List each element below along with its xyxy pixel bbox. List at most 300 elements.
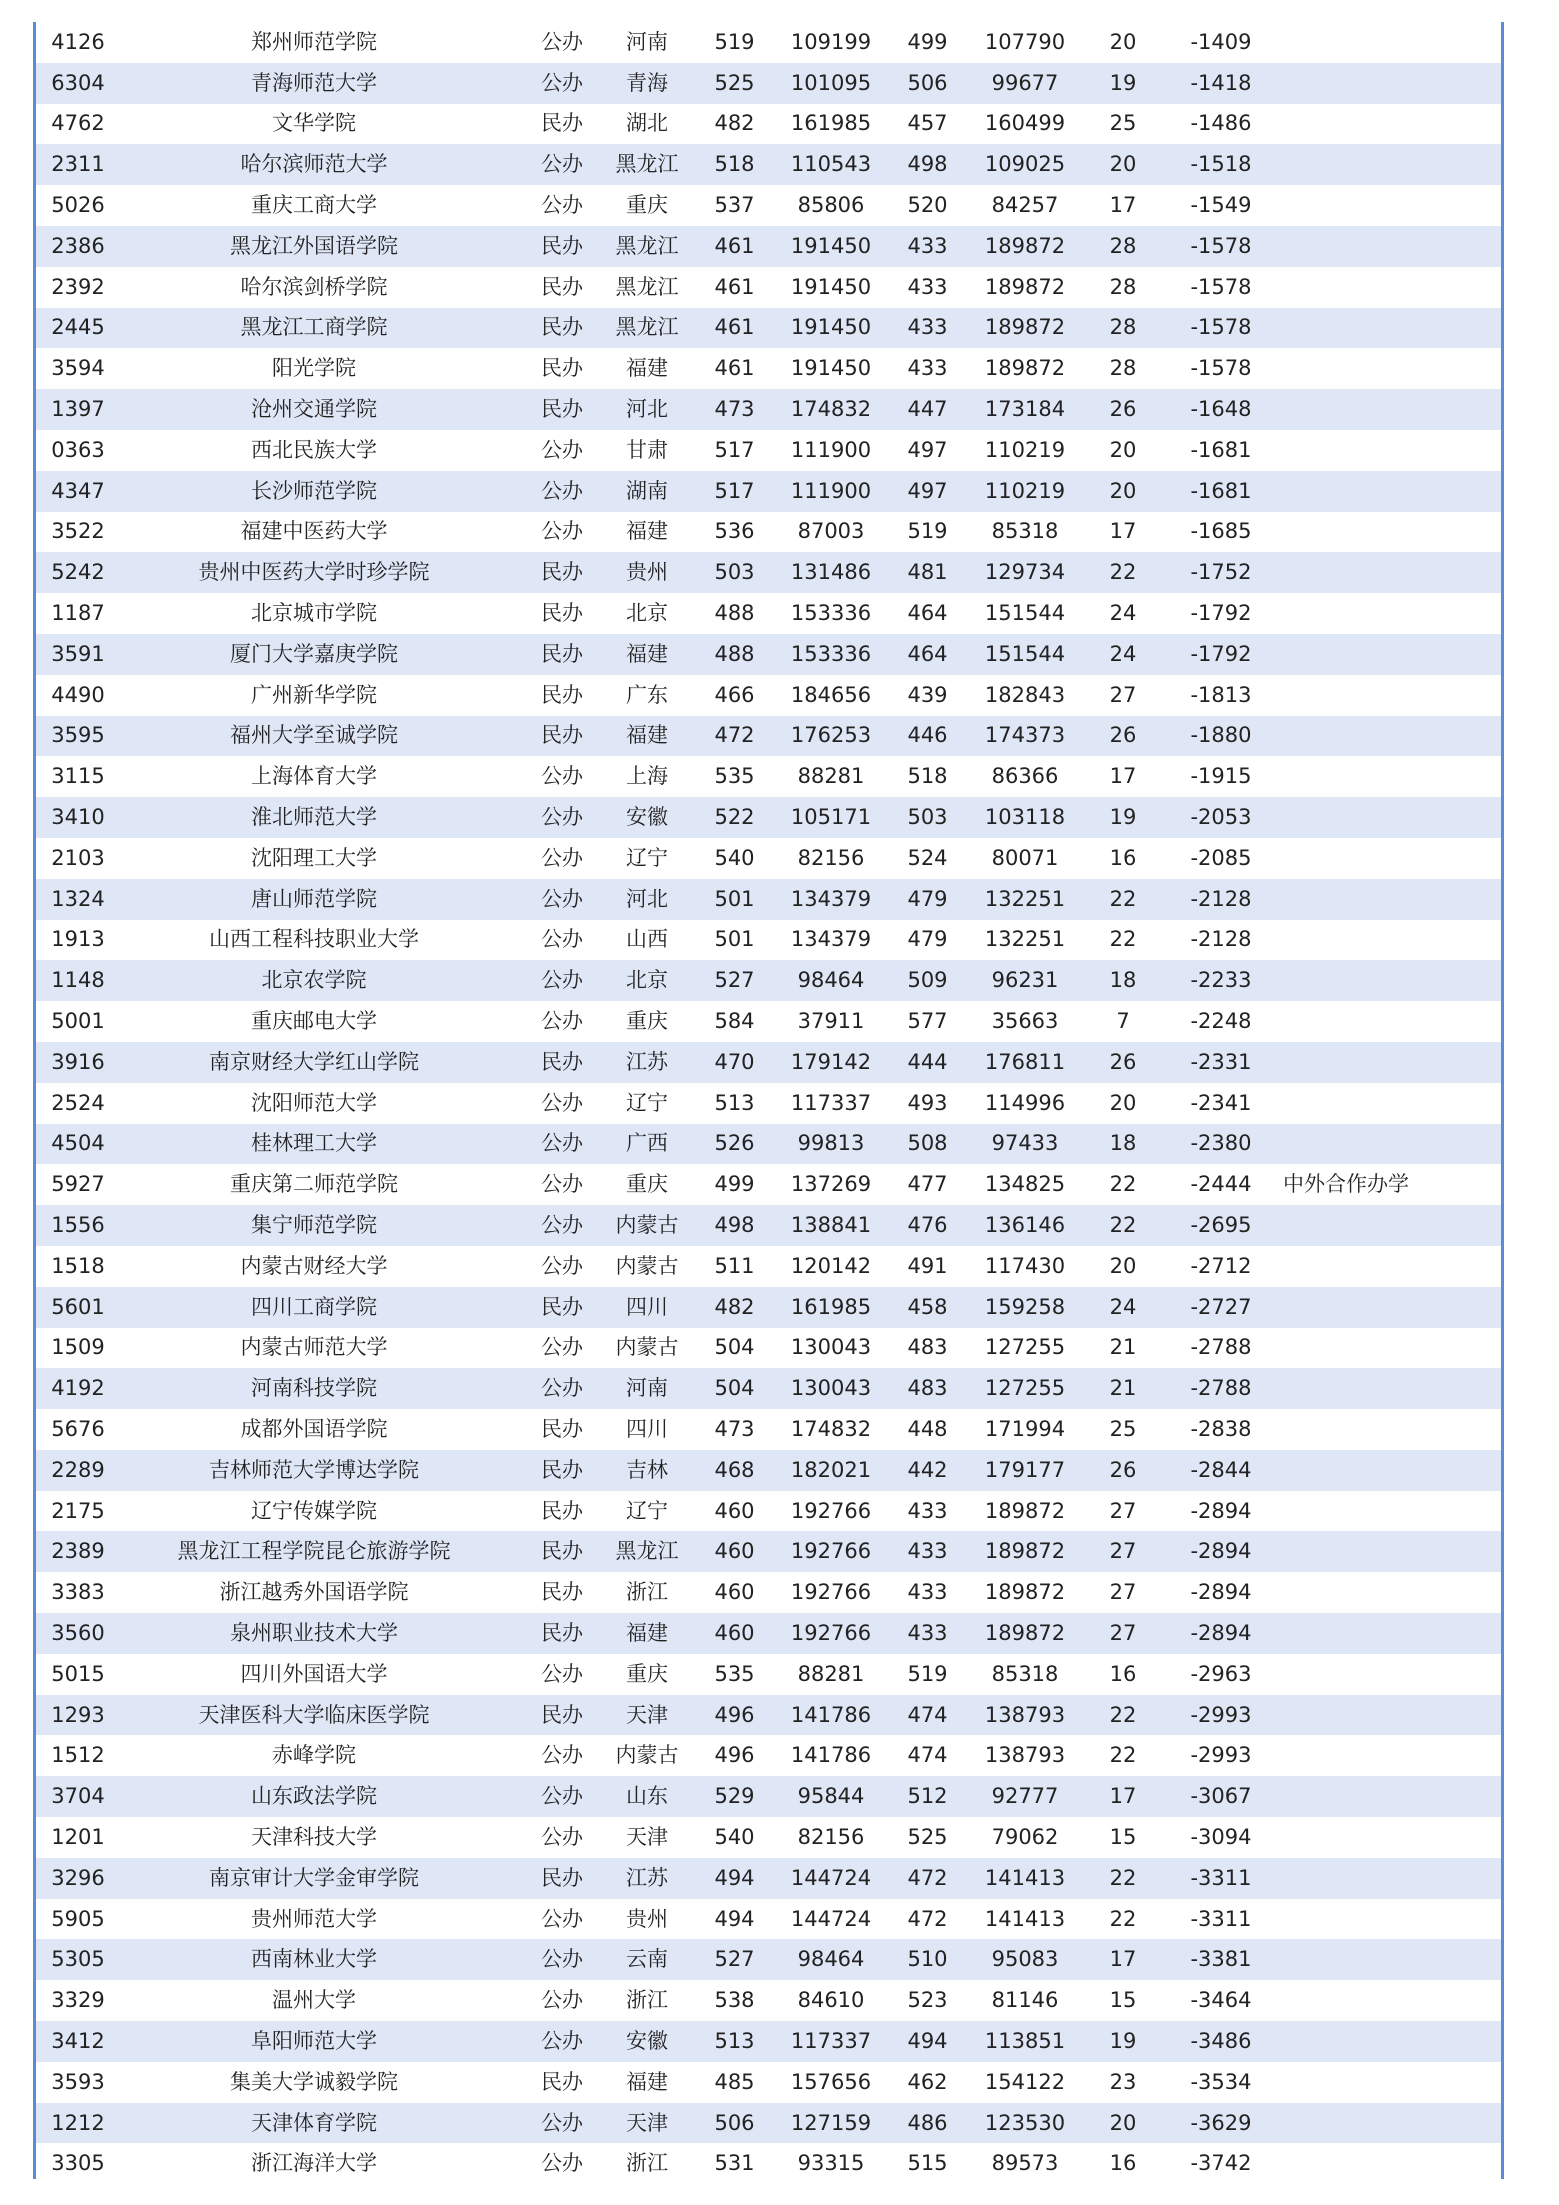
cell-rank-b: 103118 (970, 797, 1080, 838)
cell-score-b: 519 (885, 512, 970, 553)
cell-score-a: 472 (692, 716, 777, 757)
cell-school-name: 淮北师范大学 (106, 797, 522, 838)
cell-score-a: 494 (692, 1858, 777, 1899)
cell-note (1276, 471, 1501, 512)
cell-score-diff: 20 (1080, 471, 1166, 512)
cell-score-b: 483 (885, 1368, 970, 1409)
cell-score-diff: 20 (1080, 1083, 1166, 1124)
cell-score-b: 474 (885, 1735, 970, 1776)
cell-note (1276, 104, 1501, 145)
cell-school-type: 公办 (522, 1328, 602, 1369)
cell-rank-a: 141786 (777, 1735, 885, 1776)
cell-school-type: 公办 (522, 960, 602, 1001)
cell-rank-diff: -1681 (1166, 430, 1276, 471)
cell-school-type: 民办 (522, 308, 602, 349)
cell-province: 四川 (602, 1287, 692, 1328)
cell-school-code: 2386 (36, 226, 106, 267)
table-row (36, 838, 1501, 879)
cell-rank-diff: -2128 (1166, 920, 1276, 961)
cell-score-diff: 22 (1080, 920, 1166, 961)
cell-rank-b: 113851 (970, 2021, 1080, 2062)
cell-rank-b: 189872 (970, 348, 1080, 389)
cell-score-b: 494 (885, 2021, 970, 2062)
cell-rank-diff: -2331 (1166, 1042, 1276, 1083)
cell-score-b: 577 (885, 1001, 970, 1042)
table-row (36, 634, 1501, 675)
cell-province: 黑龙江 (602, 267, 692, 308)
table-row (36, 1572, 1501, 1613)
cell-rank-diff: -2844 (1166, 1450, 1276, 1491)
cell-rank-diff: -1486 (1166, 104, 1276, 145)
cell-rank-a: 192766 (777, 1572, 885, 1613)
cell-school-name: 福建中医药大学 (106, 512, 522, 553)
cell-province: 福建 (602, 634, 692, 675)
cell-rank-diff: -1518 (1166, 144, 1276, 185)
cell-note (1276, 920, 1501, 961)
cell-rank-a: 98464 (777, 960, 885, 1001)
cell-province: 山西 (602, 920, 692, 961)
cell-school-type: 民办 (522, 389, 602, 430)
cell-rank-a: 192766 (777, 1613, 885, 1654)
cell-note (1276, 1409, 1501, 1450)
cell-rank-b: 80071 (970, 838, 1080, 879)
cell-province: 北京 (602, 960, 692, 1001)
table-row (36, 675, 1501, 716)
cell-rank-a: 95844 (777, 1776, 885, 1817)
cell-province: 福建 (602, 2062, 692, 2103)
cell-score-a: 501 (692, 920, 777, 961)
cell-score-diff: 20 (1080, 1246, 1166, 1287)
cell-rank-b: 189872 (970, 1531, 1080, 1572)
cell-score-a: 496 (692, 1735, 777, 1776)
cell-score-a: 488 (692, 593, 777, 634)
cell-school-name: 黑龙江外国语学院 (106, 226, 522, 267)
cell-score-diff: 27 (1080, 675, 1166, 716)
cell-province: 安徽 (602, 2021, 692, 2062)
cell-rank-b: 151544 (970, 634, 1080, 675)
cell-school-type: 公办 (522, 1205, 602, 1246)
cell-school-name: 天津医科大学临床医学院 (106, 1695, 522, 1736)
cell-note (1276, 1205, 1501, 1246)
cell-note (1276, 1450, 1501, 1491)
cell-rank-a: 157656 (777, 2062, 885, 2103)
cell-rank-diff: -2993 (1166, 1695, 1276, 1736)
cell-score-a: 538 (692, 1980, 777, 2021)
cell-score-b: 433 (885, 267, 970, 308)
cell-rank-a: 191450 (777, 348, 885, 389)
cell-score-a: 531 (692, 2143, 777, 2184)
cell-rank-b: 132251 (970, 920, 1080, 961)
cell-school-code: 2311 (36, 144, 106, 185)
cell-province: 内蒙古 (602, 1328, 692, 1369)
cell-school-name: 南京财经大学红山学院 (106, 1042, 522, 1083)
cell-score-diff: 18 (1080, 960, 1166, 1001)
cell-rank-a: 105171 (777, 797, 885, 838)
cell-school-code: 5305 (36, 1939, 106, 1980)
cell-school-type: 公办 (522, 430, 602, 471)
cell-score-diff: 25 (1080, 104, 1166, 145)
cell-province: 福建 (602, 1613, 692, 1654)
cell-score-diff: 20 (1080, 144, 1166, 185)
cell-score-b: 498 (885, 144, 970, 185)
cell-rank-b: 141413 (970, 1899, 1080, 1940)
cell-rank-a: 84610 (777, 1980, 885, 2021)
cell-rank-diff: -2993 (1166, 1735, 1276, 1776)
cell-school-code: 5015 (36, 1654, 106, 1695)
cell-rank-a: 182021 (777, 1450, 885, 1491)
cell-school-name: 西南林业大学 (106, 1939, 522, 1980)
cell-rank-b: 114996 (970, 1083, 1080, 1124)
cell-school-name: 哈尔滨师范大学 (106, 144, 522, 185)
cell-school-type: 公办 (522, 63, 602, 104)
cell-rank-diff: -1549 (1166, 185, 1276, 226)
cell-note: 中外合作办学 (1276, 1164, 1501, 1205)
table-row (36, 1613, 1501, 1654)
cell-school-code: 3522 (36, 512, 106, 553)
table-row (36, 1001, 1501, 1042)
cell-school-code: 1187 (36, 593, 106, 634)
cell-school-type: 公办 (522, 1001, 602, 1042)
cell-rank-diff: -2727 (1166, 1287, 1276, 1328)
table-row (36, 1735, 1501, 1776)
table-row (36, 1287, 1501, 1328)
cell-school-name: 文华学院 (106, 104, 522, 145)
cell-school-code: 1201 (36, 1817, 106, 1858)
cell-rank-a: 82156 (777, 1817, 885, 1858)
cell-note (1276, 1124, 1501, 1165)
cell-rank-b: 189872 (970, 267, 1080, 308)
cell-school-name: 天津体育学院 (106, 2103, 522, 2144)
cell-score-b: 446 (885, 716, 970, 757)
table-row (36, 144, 1501, 185)
cell-rank-b: 189872 (970, 1491, 1080, 1532)
cell-rank-b: 95083 (970, 1939, 1080, 1980)
cell-school-type: 民办 (522, 1695, 602, 1736)
cell-score-a: 511 (692, 1246, 777, 1287)
cell-rank-b: 154122 (970, 2062, 1080, 2103)
cell-rank-diff: -2788 (1166, 1328, 1276, 1369)
table-row (36, 1899, 1501, 1940)
cell-rank-a: 117337 (777, 2021, 885, 2062)
cell-rank-diff: -2963 (1166, 1654, 1276, 1695)
cell-score-a: 513 (692, 1083, 777, 1124)
cell-rank-diff: -3311 (1166, 1858, 1276, 1899)
cell-school-code: 2392 (36, 267, 106, 308)
cell-province: 重庆 (602, 185, 692, 226)
cell-rank-a: 144724 (777, 1858, 885, 1899)
cell-rank-b: 92777 (970, 1776, 1080, 1817)
cell-note (1276, 1246, 1501, 1287)
cell-rank-a: 161985 (777, 1287, 885, 1328)
cell-province: 上海 (602, 756, 692, 797)
cell-score-b: 447 (885, 389, 970, 430)
cell-school-type: 公办 (522, 838, 602, 879)
cell-score-diff: 22 (1080, 552, 1166, 593)
cell-rank-b: 189872 (970, 1613, 1080, 1654)
cell-score-a: 517 (692, 471, 777, 512)
cell-score-a: 468 (692, 1450, 777, 1491)
cell-score-b: 506 (885, 63, 970, 104)
cell-school-type: 民办 (522, 593, 602, 634)
cell-score-diff: 28 (1080, 226, 1166, 267)
cell-note (1276, 1368, 1501, 1409)
cell-school-name: 唐山师范学院 (106, 879, 522, 920)
cell-rank-diff: -2788 (1166, 1368, 1276, 1409)
cell-rank-b: 127255 (970, 1368, 1080, 1409)
cell-school-name: 西北民族大学 (106, 430, 522, 471)
cell-note (1276, 185, 1501, 226)
cell-note (1276, 1695, 1501, 1736)
cell-score-diff: 28 (1080, 308, 1166, 349)
cell-rank-a: 176253 (777, 716, 885, 757)
table-row (36, 185, 1501, 226)
cell-rank-diff: -3742 (1166, 2143, 1276, 2184)
cell-score-b: 519 (885, 1654, 970, 1695)
cell-score-b: 499 (885, 22, 970, 63)
table-row (36, 1491, 1501, 1532)
cell-school-name: 贵州中医药大学时珍学院 (106, 552, 522, 593)
cell-rank-a: 109199 (777, 22, 885, 63)
cell-note (1276, 226, 1501, 267)
cell-score-diff: 15 (1080, 1980, 1166, 2021)
cell-rank-a: 137269 (777, 1164, 885, 1205)
cell-school-code: 4762 (36, 104, 106, 145)
cell-school-name: 天津科技大学 (106, 1817, 522, 1858)
cell-score-b: 481 (885, 552, 970, 593)
cell-rank-a: 85806 (777, 185, 885, 226)
cell-province: 辽宁 (602, 838, 692, 879)
cell-province: 江苏 (602, 1042, 692, 1083)
cell-rank-b: 85318 (970, 512, 1080, 553)
cell-score-a: 540 (692, 1817, 777, 1858)
cell-school-code: 3595 (36, 716, 106, 757)
cell-rank-diff: -3311 (1166, 1899, 1276, 1940)
cell-note (1276, 756, 1501, 797)
cell-school-type: 公办 (522, 1939, 602, 1980)
cell-school-type: 公办 (522, 185, 602, 226)
table-row (36, 797, 1501, 838)
cell-school-code: 1518 (36, 1246, 106, 1287)
cell-rank-diff: -2838 (1166, 1409, 1276, 1450)
cell-note (1276, 512, 1501, 553)
cell-score-b: 509 (885, 960, 970, 1001)
cell-rank-a: 127159 (777, 2103, 885, 2144)
cell-province: 天津 (602, 2103, 692, 2144)
cell-rank-b: 85318 (970, 1654, 1080, 1695)
cell-school-name: 浙江越秀外国语学院 (106, 1572, 522, 1613)
cell-score-b: 508 (885, 1124, 970, 1165)
cell-rank-b: 189872 (970, 1572, 1080, 1613)
cell-school-name: 山东政法学院 (106, 1776, 522, 1817)
cell-note (1276, 1083, 1501, 1124)
cell-province: 北京 (602, 593, 692, 634)
cell-rank-diff: -2085 (1166, 838, 1276, 879)
cell-rank-b: 138793 (970, 1695, 1080, 1736)
cell-rank-b: 107790 (970, 22, 1080, 63)
cell-province: 甘肃 (602, 430, 692, 471)
cell-score-b: 515 (885, 2143, 970, 2184)
cell-province: 黑龙江 (602, 144, 692, 185)
cell-rank-b: 109025 (970, 144, 1080, 185)
cell-school-type: 公办 (522, 879, 602, 920)
cell-province: 黑龙江 (602, 226, 692, 267)
cell-score-b: 448 (885, 1409, 970, 1450)
cell-rank-diff: -3067 (1166, 1776, 1276, 1817)
cell-school-name: 阜阳师范大学 (106, 2021, 522, 2062)
cell-school-code: 3410 (36, 797, 106, 838)
cell-school-type: 公办 (522, 1899, 602, 1940)
cell-school-code: 3305 (36, 2143, 106, 2184)
cell-school-code: 4192 (36, 1368, 106, 1409)
cell-rank-b: 173184 (970, 389, 1080, 430)
cell-school-name: 阳光学院 (106, 348, 522, 389)
cell-score-a: 494 (692, 1899, 777, 1940)
cell-score-a: 540 (692, 838, 777, 879)
cell-rank-a: 131486 (777, 552, 885, 593)
table-row (36, 348, 1501, 389)
table-row (36, 1409, 1501, 1450)
cell-province: 四川 (602, 1409, 692, 1450)
cell-school-type: 公办 (522, 1980, 602, 2021)
admission-score-table (36, 22, 1501, 2184)
cell-school-name: 重庆工商大学 (106, 185, 522, 226)
cell-score-diff: 21 (1080, 1368, 1166, 1409)
cell-school-type: 公办 (522, 2021, 602, 2062)
cell-note (1276, 838, 1501, 879)
cell-school-name: 内蒙古师范大学 (106, 1328, 522, 1369)
cell-rank-a: 111900 (777, 430, 885, 471)
cell-rank-b: 159258 (970, 1287, 1080, 1328)
table-row (36, 1083, 1501, 1124)
cell-note (1276, 1572, 1501, 1613)
cell-note (1276, 797, 1501, 838)
cell-score-diff: 26 (1080, 1042, 1166, 1083)
cell-school-type: 民办 (522, 1450, 602, 1491)
cell-score-diff: 17 (1080, 1776, 1166, 1817)
cell-note (1276, 1613, 1501, 1654)
table-row (36, 1654, 1501, 1695)
cell-school-code: 3329 (36, 1980, 106, 2021)
cell-province: 黑龙江 (602, 308, 692, 349)
cell-school-code: 2389 (36, 1531, 106, 1572)
cell-score-diff: 22 (1080, 1164, 1166, 1205)
cell-rank-a: 99813 (777, 1124, 885, 1165)
cell-score-a: 529 (692, 1776, 777, 1817)
table-row (36, 1695, 1501, 1736)
cell-note (1276, 1001, 1501, 1042)
cell-score-a: 473 (692, 1409, 777, 1450)
table-row (36, 104, 1501, 145)
cell-note (1276, 634, 1501, 675)
cell-school-name: 内蒙古财经大学 (106, 1246, 522, 1287)
cell-rank-b: 84257 (970, 185, 1080, 226)
cell-score-diff: 27 (1080, 1531, 1166, 1572)
cell-score-a: 504 (692, 1368, 777, 1409)
cell-score-b: 497 (885, 430, 970, 471)
cell-rank-diff: -3381 (1166, 1939, 1276, 1980)
table-row (36, 512, 1501, 553)
cell-rank-a: 111900 (777, 471, 885, 512)
cell-rank-diff: -1418 (1166, 63, 1276, 104)
cell-score-diff: 22 (1080, 1735, 1166, 1776)
cell-school-code: 3591 (36, 634, 106, 675)
cell-rank-a: 37911 (777, 1001, 885, 1042)
cell-score-b: 464 (885, 593, 970, 634)
cell-province: 湖北 (602, 104, 692, 145)
cell-score-diff: 26 (1080, 1450, 1166, 1491)
cell-score-b: 523 (885, 1980, 970, 2021)
cell-score-b: 433 (885, 348, 970, 389)
cell-note (1276, 593, 1501, 634)
cell-rank-diff: -1792 (1166, 593, 1276, 634)
cell-score-b: 433 (885, 1491, 970, 1532)
cell-province: 辽宁 (602, 1083, 692, 1124)
cell-school-name: 泉州职业技术大学 (106, 1613, 522, 1654)
cell-rank-a: 141786 (777, 1695, 885, 1736)
cell-province: 安徽 (602, 797, 692, 838)
cell-note (1276, 389, 1501, 430)
cell-province: 河南 (602, 22, 692, 63)
cell-school-name: 赤峰学院 (106, 1735, 522, 1776)
cell-score-a: 461 (692, 226, 777, 267)
cell-rank-a: 179142 (777, 1042, 885, 1083)
cell-note (1276, 1491, 1501, 1532)
cell-score-b: 433 (885, 308, 970, 349)
cell-score-a: 460 (692, 1613, 777, 1654)
cell-score-b: 503 (885, 797, 970, 838)
cell-score-a: 496 (692, 1695, 777, 1736)
cell-school-code: 3383 (36, 1572, 106, 1613)
table-row (36, 2021, 1501, 2062)
table-row (36, 1939, 1501, 1980)
cell-score-b: 472 (885, 1858, 970, 1899)
table-row (36, 960, 1501, 1001)
cell-school-type: 公办 (522, 1776, 602, 1817)
cell-rank-b: 160499 (970, 104, 1080, 145)
cell-rank-a: 88281 (777, 756, 885, 797)
cell-rank-a: 191450 (777, 308, 885, 349)
cell-province: 河北 (602, 389, 692, 430)
cell-rank-diff: -1578 (1166, 226, 1276, 267)
cell-note (1276, 2143, 1501, 2184)
table-row (36, 1328, 1501, 1369)
cell-note (1276, 1531, 1501, 1572)
cell-rank-a: 117337 (777, 1083, 885, 1124)
cell-school-name: 重庆邮电大学 (106, 1001, 522, 1042)
cell-score-diff: 19 (1080, 2021, 1166, 2062)
table-row (36, 2062, 1501, 2103)
cell-province: 江苏 (602, 1858, 692, 1899)
cell-school-type: 民办 (522, 1287, 602, 1328)
cell-school-type: 公办 (522, 1368, 602, 1409)
cell-school-code: 1397 (36, 389, 106, 430)
cell-province: 福建 (602, 512, 692, 553)
cell-score-a: 466 (692, 675, 777, 716)
cell-school-code: 3594 (36, 348, 106, 389)
table-row (36, 1980, 1501, 2021)
cell-school-name: 贵州师范大学 (106, 1899, 522, 1940)
cell-score-a: 499 (692, 1164, 777, 1205)
cell-score-b: 457 (885, 104, 970, 145)
cell-school-type: 民办 (522, 1042, 602, 1083)
cell-school-type: 民办 (522, 1858, 602, 1899)
cell-rank-diff: -1752 (1166, 552, 1276, 593)
cell-rank-b: 81146 (970, 1980, 1080, 2021)
cell-score-a: 470 (692, 1042, 777, 1083)
cell-province: 青海 (602, 63, 692, 104)
cell-note (1276, 879, 1501, 920)
cell-score-diff: 19 (1080, 63, 1166, 104)
